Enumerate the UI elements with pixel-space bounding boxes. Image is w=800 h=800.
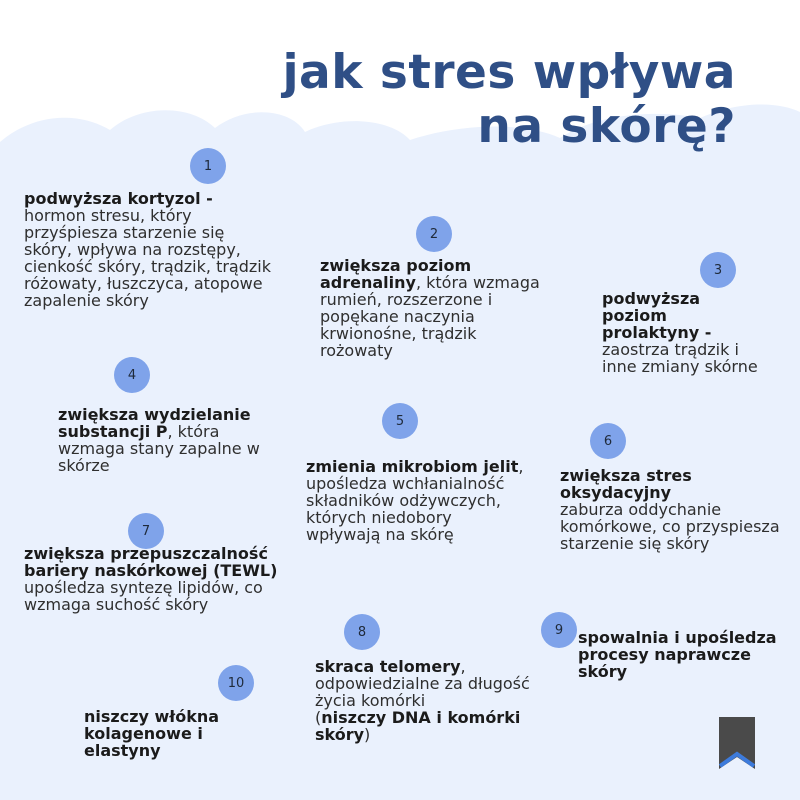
number-badge-8: 8 bbox=[344, 614, 380, 650]
number-badge-6: 6 bbox=[590, 423, 626, 459]
number-badge-9: 9 bbox=[541, 612, 577, 648]
number-badge-10: 10 bbox=[218, 665, 254, 701]
effect-item-3 bbox=[602, 290, 767, 375]
effect-item-5 bbox=[306, 458, 530, 543]
paren-open: ( bbox=[315, 708, 322, 727]
effect-heading: zwiększa przepuszczalność bariery naskórkowej (TEWL) bbox=[24, 544, 278, 580]
effect-heading: zwiększa stres oksydacyjny bbox=[560, 466, 692, 502]
paren-close: ) bbox=[364, 725, 371, 744]
effect-heading: podwyższa poziom prolaktyny - bbox=[602, 289, 712, 342]
effect-item-4 bbox=[58, 406, 268, 474]
title-line-2: na skórę? bbox=[477, 99, 736, 154]
bookmark-icon bbox=[719, 717, 755, 769]
effect-description: , która wzmaga stany zapalne w skórze bbox=[58, 422, 260, 475]
effect-heading: podwyższa kortyzol - bbox=[24, 189, 213, 208]
page-title bbox=[282, 46, 736, 154]
effect-item-2 bbox=[320, 257, 545, 359]
number-badge-1: 1 bbox=[190, 148, 226, 184]
effect-description: , upośledza wchłanialność składników odżywczych, których niedobory wpływają na skórę bbox=[306, 457, 524, 544]
number-badge-3: 3 bbox=[700, 252, 736, 288]
number-badge-4: 4 bbox=[114, 357, 150, 393]
effect-description: hormon stresu, który przyśpiesza starzenie się skóry, wpływa na rozstępy, cienkość skóry, trądzik, trądzik różowaty, łuszczyca, atopowe zapalenie skóry bbox=[24, 206, 271, 310]
effect-item-6 bbox=[560, 467, 790, 552]
effect-heading: zwiększa poziom adrenaliny bbox=[320, 256, 472, 292]
effect-heading: zwiększa wydzielanie substancji P bbox=[58, 405, 251, 441]
effect-heading: zmienia mikrobiom jelit bbox=[306, 457, 519, 476]
effect-description: zaostrza trądzik i inne zmiany skórne bbox=[602, 340, 758, 376]
number-badge-2: 2 bbox=[416, 216, 452, 252]
number-badge-5: 5 bbox=[382, 403, 418, 439]
effect-item-1 bbox=[24, 190, 276, 309]
effect-heading: skraca telomery bbox=[315, 657, 461, 676]
effect-item-9 bbox=[578, 629, 778, 680]
effect-description: upośledza syntezę lipidów, co wzmaga suchość skóry bbox=[24, 578, 263, 614]
effect-heading: niszczy włókna kolagenowe i elastyny bbox=[84, 707, 220, 760]
effect-item-10 bbox=[84, 708, 264, 759]
effect-heading: spowalnia i upośledza procesy naprawcze skóry bbox=[578, 628, 777, 681]
effect-description: , która wzmaga rumień, rozszerzone i popękane naczynia krwionośne, trądzik rożowaty bbox=[320, 273, 540, 360]
effect-heading-secondary: niszczy DNA i komórki skóry bbox=[315, 708, 521, 744]
effect-description: zaburza oddychanie komórkowe, co przyspiesza starzenie się skóry bbox=[560, 500, 780, 553]
effect-description: , odpowiedzialne za długość życia komórki bbox=[315, 657, 530, 710]
title-line-1: jak stres wpływa bbox=[282, 45, 736, 100]
effect-item-7 bbox=[24, 545, 299, 613]
effect-item-8 bbox=[315, 658, 550, 743]
number-badge-7: 7 bbox=[128, 513, 164, 549]
